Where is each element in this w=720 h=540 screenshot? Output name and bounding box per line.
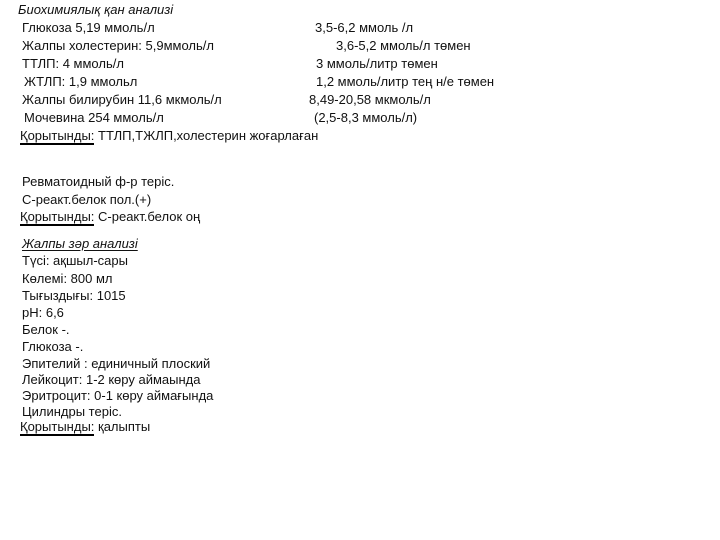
biochem-conclusion-text: ТТЛП,ТЖЛП,холестерин жоғарлаған [94,128,319,143]
urine-conclusion-label: Қорытынды: [20,419,95,434]
urine-ph: pH: 6,6 [22,305,64,320]
biochem-row-glucose-label: Глюкоза 5,19 ммоль/л [22,20,155,35]
urine-density: Тығыздығы: 1015 [22,288,126,303]
urine-volume: Көлемі: 800 мл [22,271,113,286]
rheum-conclusion [20,209,200,225]
biochem-row-bilirubin-label: Жалпы билирубин 11,6 мкмоль/л [22,92,222,107]
biochem-conclusion [20,128,318,144]
rheum-conclusion-text: С-реакт.белок оң [94,209,201,224]
urine-leukocytes: Лейкоцит: 1-2 көру аймаында [22,372,201,387]
urine-conclusion [20,419,150,435]
biochem-row-jtlp-label: ЖТЛП: 1,9 ммольл [24,74,138,89]
biochem-conclusion-label: Қорытынды: [20,128,95,143]
urine-epithelium: Эпителий : единичный плоский [22,356,211,371]
rheum-conclusion-label: Қорытынды: [20,209,95,224]
urine-erythrocytes: Эритроцит: 0-1 көру аймағында [22,388,214,403]
biochem-row-jtlp-norm: 1,2 ммоль/литр тең н/е төмен [316,74,495,89]
biochem-row-bilirubin-norm: 8,49-20,58 мкмоль/л [309,92,431,107]
biochem-row-urea-label: Мочевина 254 ммоль/л [24,110,164,125]
rheum-factor-line: Ревматоидный ф-р теріс. [22,174,175,189]
biochem-row-ttlp-norm: 3 ммоль/литр төмен [316,56,438,71]
biochem-row-cholesterol-label: Жалпы холестерин: 5,9ммоль/л [22,38,214,53]
urine-glucose: Глюкоза -. [22,339,84,354]
urine-protein: Белок -. [22,322,70,337]
biochem-row-urea-norm: (2,5-8,3 ммоль/л) [314,110,418,125]
urine-cylinders: Цилиндры теріс. [22,404,122,419]
urine-conclusion-text: қалыпты [94,419,151,434]
rheum-crp-line: С-реакт.белок пол.(+) [22,192,152,207]
biochem-row-ttlp-label: ТТЛП: 4 ммоль/л [22,56,124,71]
urine-heading: Жалпы зәр анализі [22,236,138,251]
biochem-row-cholesterol-norm: 3,6-5,2 ммоль/л төмен [336,38,471,53]
biochem-heading: Биохимиялық қан анализі [18,2,174,17]
urine-color: Түсі: ақшыл-сары [22,253,128,268]
biochem-row-glucose-norm: 3,5-6,2 ммоль /л [315,20,414,35]
